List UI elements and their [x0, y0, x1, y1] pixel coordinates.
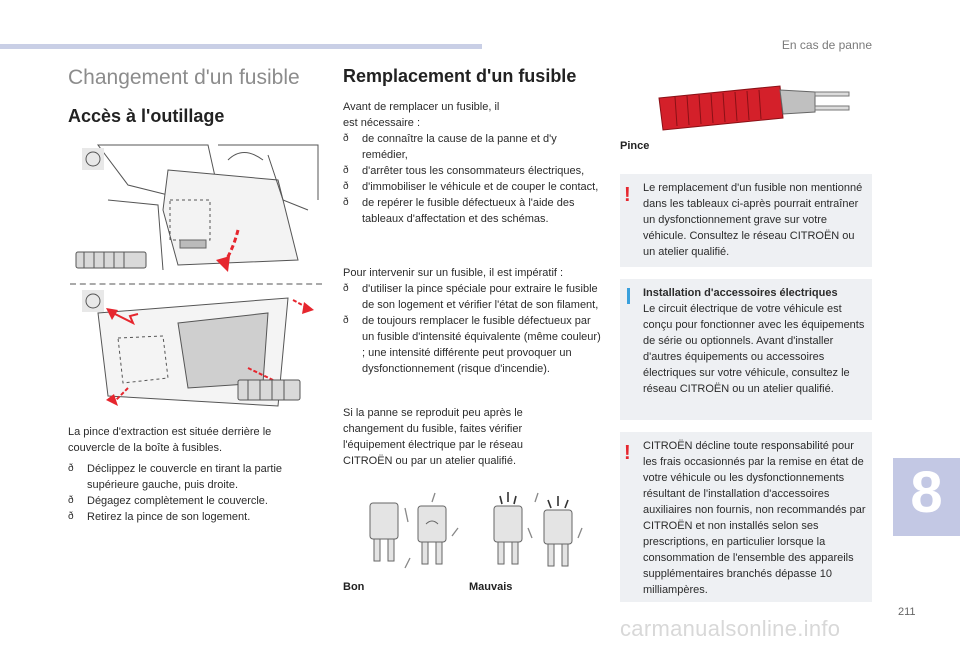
prerequisite-item: ð de connaître la cause de la panne et d'y remédier,	[343, 131, 601, 163]
page-number: 211	[898, 606, 916, 618]
bad-fuse-illustration	[488, 488, 588, 578]
tool-location-text: La pince d'extraction est située derrière le couvercle de la boîte à fusibles.	[68, 426, 272, 454]
prerequisite-list	[343, 131, 601, 227]
step-item: ð Dégagez complètement le couvercle.	[68, 493, 313, 509]
fusebox-location-illustration	[68, 140, 324, 278]
steering-wheel-icon	[82, 148, 104, 170]
pliers-illustration	[655, 78, 855, 140]
header-bar	[0, 44, 482, 49]
heading-replacement: Remplacement d'un fusible	[343, 66, 577, 86]
steering-wheel-icon-2	[82, 290, 104, 312]
good-fuse-illustration	[360, 488, 470, 578]
pliers-label: Pince	[620, 140, 650, 152]
fusebox-cover-illustration	[68, 288, 324, 416]
cover-removal-steps	[68, 461, 313, 525]
step-item: ð Retirez la pince de son logement.	[68, 509, 313, 525]
step-item: ð Déclippez le couvercle en tirant la partie supérieure gauche, puis droite.	[68, 461, 313, 493]
warning-text-fuse: Le remplacement d'un fusible non mentionné dans les tableaux ci-après pourrait entraîner un dysfonctionnement grave sur votre véhicule. Consultez le réseau CITROËN ou un atelier qualifié.	[643, 182, 863, 258]
bad-fuse-label: Mauvais	[469, 581, 513, 593]
prerequisite-item: ð de repérer le fusible défectueux à l'aide des tableaux d'affectation et des schémas.	[343, 195, 601, 227]
info-icon	[627, 288, 630, 304]
requirement-item: ð de toujours remplacer le fusible défectueux par un fusible d'intensité équivalente (même couleur) ; une intensité différente peut provoquer un dysfonctionnement (risque d'incendie).	[343, 313, 601, 377]
page-title: Changement d'un fusible	[68, 66, 300, 89]
warning-box-fuse	[620, 174, 872, 267]
heading-tool-access: Accès à l'outillage	[68, 106, 225, 126]
info-box-accessories	[620, 279, 872, 420]
prerequisite-item: ð d'immobiliser le véhicule et de couper le contact,	[343, 179, 601, 195]
requirements-list	[343, 281, 601, 377]
info-text: Le circuit électrique de votre véhicule est conçu pour fonctionner avec les équipements de série ou optionnels. Avant d'installer d'autres équipements ou accessoires électriques sur votre véhicule, consultez le réseau CITROËN ou un atelier qualifié.	[643, 303, 865, 395]
requirement-item: ð d'utiliser la pince spéciale pour extraire le fusible de son logement et vérifier l'état de son filament,	[343, 281, 601, 313]
good-fuse-label: Bon	[343, 581, 365, 593]
prerequisite-item: ð d'arrêter tous les consommateurs électriques,	[343, 163, 601, 179]
illustration-divider	[70, 283, 322, 285]
warning-icon: !	[624, 184, 631, 206]
replacement-intro: Avant de remplacer un fusible, il est nécessaire :	[343, 101, 500, 129]
requirements-intro: Pour intervenir sur un fusible, il est impératif :	[343, 267, 564, 279]
fuse-tool-icon	[76, 252, 146, 268]
info-title: Installation d'accessoires électriques	[643, 287, 838, 299]
fuse-tool-icon-2	[238, 380, 300, 400]
warning-text-liability: CITROËN décline toute responsabilité pour les frais occasionnés par la remise en état de votre véhicule ou les dysfonctionnements résultant de l'installation d'accessoires auxiliaires non fournis, non recommandés par CITROËN et non installés selon ses prescriptions, en particulier lorsque la consommation de l'ensemble des appareils supplémentaires branchés dépasse 10 milliampères.	[643, 440, 866, 596]
recurring-fault-text: Si la panne se reproduit peu après le changement du fusible, faites vérifier l'équipement électrique par le réseau CITROËN ou par un atelier qualifié.	[343, 407, 524, 467]
watermark: carmanualsonline.info	[620, 616, 841, 641]
section-label: En cas de panne	[781, 38, 872, 52]
warning-box-liability	[620, 432, 872, 602]
chapter-number: 8	[910, 460, 943, 525]
warning-icon-2: !	[624, 442, 631, 464]
